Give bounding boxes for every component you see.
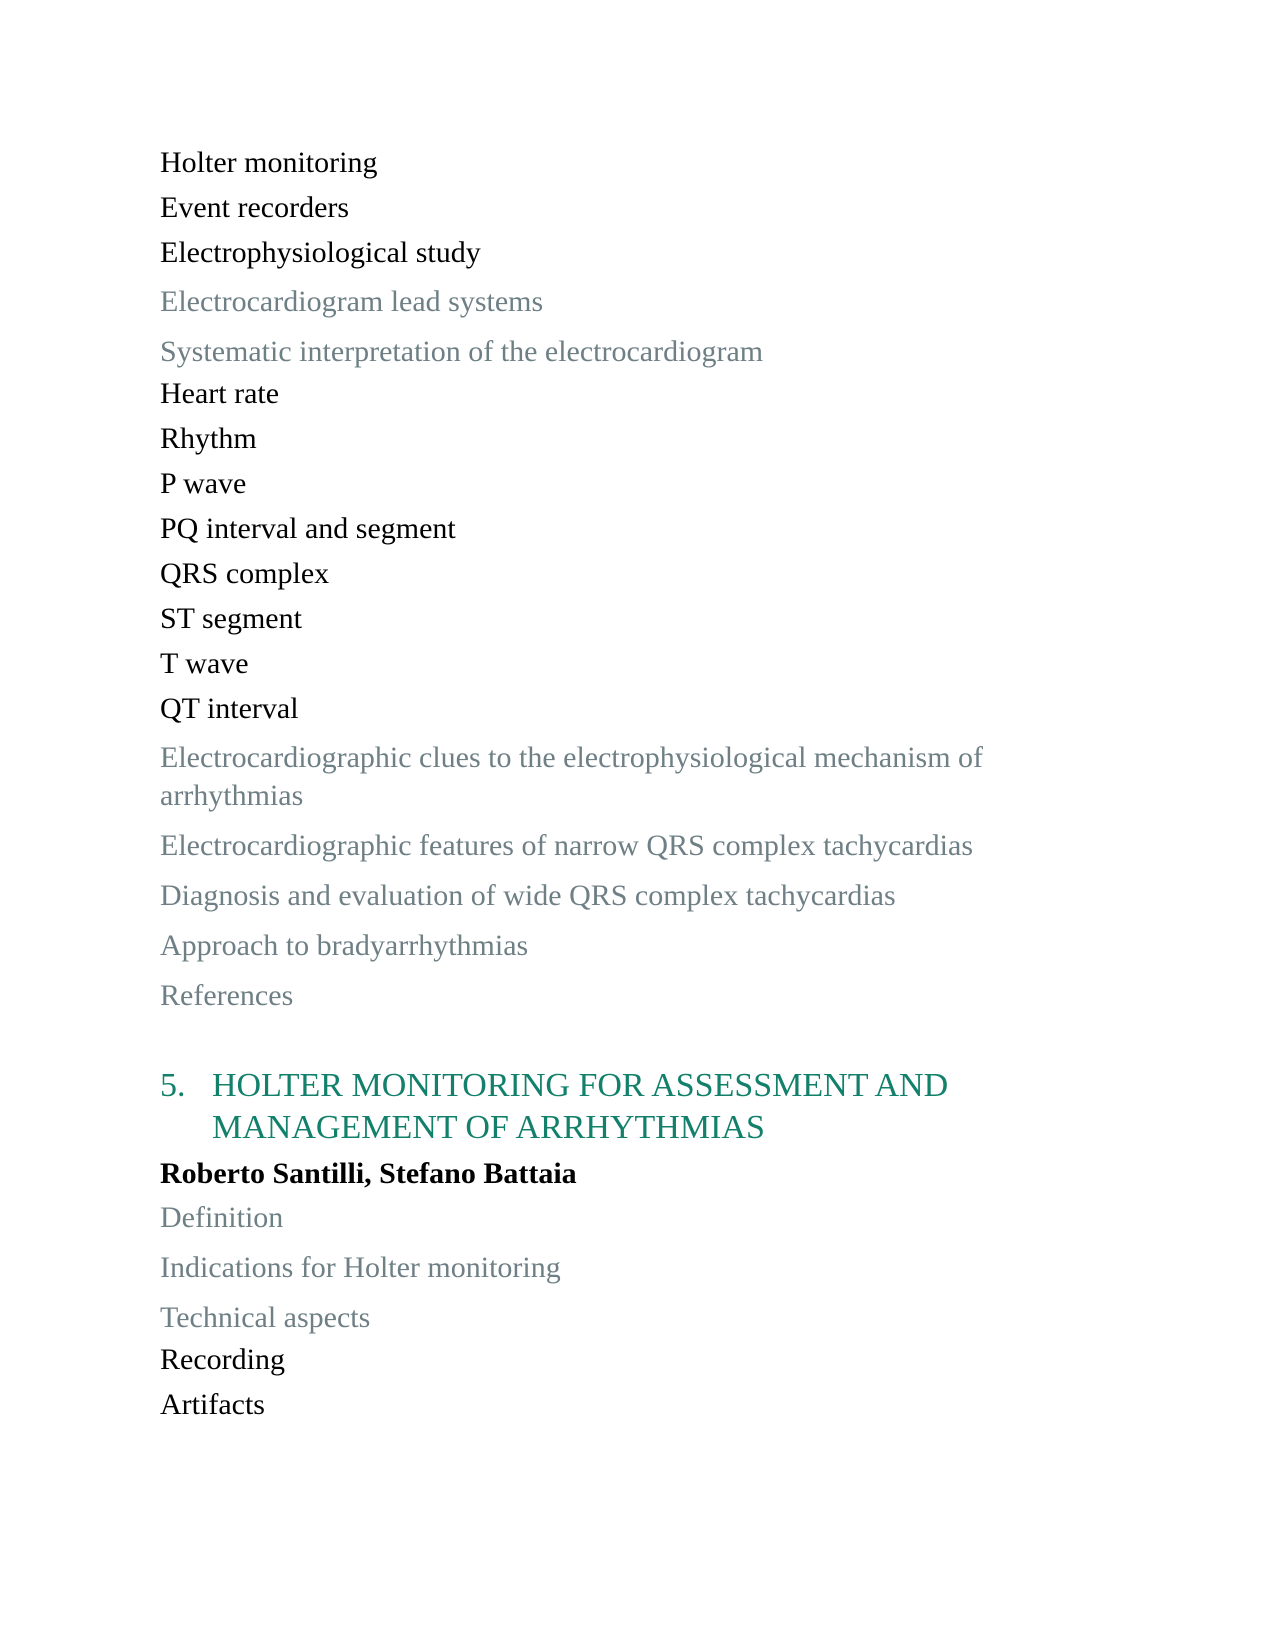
toc-section-wide-qrs[interactable]: Diagnosis and evaluation of wide QRS complex tachycardias	[160, 879, 896, 912]
toc-item-event-recorders[interactable]: Event recorders	[160, 191, 350, 224]
chapter-heading[interactable]	[160, 1065, 1060, 1149]
toc-item-qrs-complex[interactable]: QRS complex	[160, 557, 330, 590]
toc-item-electrophysiological-study[interactable]: Electrophysiological study	[160, 236, 481, 269]
toc-section-narrow-qrs[interactable]: Electrocardiographic features of narrow QRS complex tachycardias	[160, 829, 973, 862]
toc-item-t-wave[interactable]: T wave	[160, 647, 249, 680]
toc-item-rhythm[interactable]: Rhythm	[160, 422, 257, 455]
toc-item-artifacts[interactable]: Artifacts	[160, 1388, 265, 1421]
table-of-contents	[160, 140, 1060, 1427]
chapter-number: 5.	[160, 1067, 186, 1104]
toc-item-recording[interactable]: Recording	[160, 1343, 285, 1376]
toc-section-references[interactable]: References	[160, 979, 294, 1012]
toc-section-bradyarrhythmias[interactable]: Approach to bradyarrhythmias	[160, 929, 529, 962]
toc-item-pq-interval[interactable]: PQ interval and segment	[160, 512, 456, 545]
toc-item-holter-monitoring[interactable]: Holter monitoring	[160, 146, 378, 179]
toc-section-indications[interactable]: Indications for Holter monitoring	[160, 1251, 561, 1284]
chapter-authors: Roberto Santilli, Stefano Battaia	[160, 1157, 577, 1190]
toc-item-heart-rate[interactable]: Heart rate	[160, 377, 280, 410]
toc-item-p-wave[interactable]: P wave	[160, 467, 247, 500]
toc-section-definition[interactable]: Definition	[160, 1201, 284, 1234]
toc-section-systematic-interpretation[interactable]: Systematic interpretation of the electrocardiogram	[160, 335, 764, 368]
toc-item-qt-interval[interactable]: QT interval	[160, 692, 299, 725]
toc-section-ecg-clues[interactable]: Electrocardiographic clues to the electrophysiological mechanism of arrhythmias	[160, 741, 984, 812]
chapter-title: HOLTER MONITORING FOR ASSESSMENT AND MANAGEMENT OF ARRHYTHMIAS	[212, 1067, 949, 1146]
toc-section-ecg-lead-systems[interactable]: Electrocardiogram lead systems	[160, 285, 544, 318]
toc-section-technical-aspects[interactable]: Technical aspects	[160, 1301, 371, 1334]
toc-item-st-segment[interactable]: ST segment	[160, 602, 302, 635]
